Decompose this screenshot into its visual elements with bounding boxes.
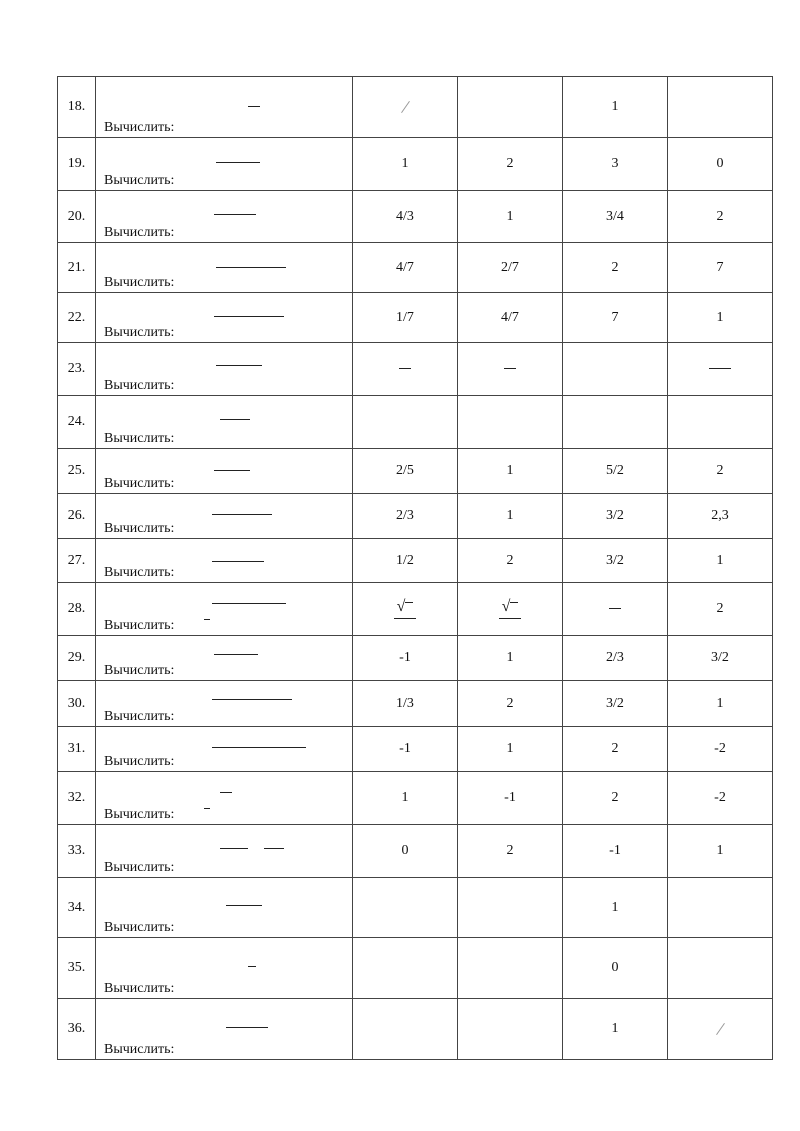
answer-value: -1 [399, 650, 411, 665]
task-label: Вычислить: [104, 565, 175, 580]
task-label: Вычислить: [104, 663, 175, 678]
answer-value: 1/2 [396, 552, 414, 568]
answer-value: -2 [714, 790, 726, 805]
answer-value: -1 [609, 843, 621, 858]
answer-option-2 [458, 77, 563, 138]
square-root-icon: √ [499, 600, 521, 619]
row-number: 27. [58, 539, 96, 583]
answer-value: 3/2 [711, 650, 729, 665]
slash-mark [401, 101, 410, 113]
row-number: 30. [58, 681, 96, 727]
answer-value: 4/7 [501, 309, 519, 325]
answer-value: -1 [399, 741, 411, 756]
table-row [58, 539, 773, 583]
table-row [58, 77, 773, 138]
answer-value: 2 [611, 741, 619, 756]
square-root-icon: √ [394, 600, 416, 619]
answer-value: 2 [716, 208, 724, 224]
fraction-bar [226, 905, 262, 906]
answer-value: 0 [716, 156, 724, 171]
answer-value: 7 [611, 309, 619, 325]
table-row [58, 396, 773, 449]
answer-option-4 [668, 772, 773, 825]
task-cell [96, 539, 353, 583]
fraction-bar [248, 966, 256, 967]
fraction-bar [248, 106, 260, 107]
table-row [58, 494, 773, 539]
row-number: 36. [58, 999, 96, 1060]
answer-option-3 [563, 727, 668, 772]
answer-value: 1 [716, 695, 724, 711]
table-row [58, 825, 773, 878]
answer-option-1 [353, 878, 458, 938]
answer-value: 1 [506, 508, 514, 523]
row-number: 26. [58, 494, 96, 539]
answer-option-3 [563, 825, 668, 878]
task-cell [96, 191, 353, 243]
row-number: 29. [58, 636, 96, 681]
fraction-bar [212, 699, 292, 700]
answer-table-body [58, 77, 773, 1060]
answer-value: 1 [506, 650, 514, 665]
answer-value: 3/2 [606, 508, 624, 523]
fraction-bar [609, 608, 621, 609]
task-label: Вычислить: [104, 476, 175, 491]
task-cell [96, 343, 353, 396]
fraction-bar [212, 561, 264, 562]
answer-value: 1/7 [396, 309, 414, 325]
answer-option-3 [563, 878, 668, 938]
fraction-bar [212, 747, 306, 748]
answer-option-1 [353, 772, 458, 825]
answer-option-1 [353, 293, 458, 343]
table-row [58, 449, 773, 494]
fraction-bar [220, 792, 232, 793]
answer-option-2 [458, 681, 563, 727]
task-label: Вычислить: [104, 225, 175, 240]
answer-option-1 [353, 938, 458, 999]
answer-option-2 [458, 138, 563, 191]
answer-option-1 [353, 825, 458, 878]
answer-option-1 [353, 539, 458, 583]
answer-option-3 [563, 681, 668, 727]
task-cell [96, 727, 353, 772]
answer-option-3 [563, 999, 668, 1060]
fraction-bar [214, 316, 284, 317]
fraction-bar [709, 368, 731, 369]
answer-option-1 [353, 636, 458, 681]
answer-option-3 [563, 138, 668, 191]
fraction-bar [399, 368, 411, 369]
answer-option-3 [563, 396, 668, 449]
answer-option-1 [353, 243, 458, 293]
row-number: 32. [58, 772, 96, 825]
row-number: 33. [58, 825, 96, 878]
answer-value: 2 [506, 695, 514, 711]
answer-option-1 [353, 396, 458, 449]
answer-option-2 [458, 449, 563, 494]
answer-option-1 [353, 138, 458, 191]
answer-option-3 [563, 938, 668, 999]
table-row [58, 878, 773, 938]
fraction-bar [220, 419, 250, 420]
answer-option-3 [563, 343, 668, 396]
answer-option-2 [458, 878, 563, 938]
answer-value: 2/3 [396, 508, 414, 523]
fraction-bar [212, 514, 272, 515]
answer-option-3 [563, 449, 668, 494]
task-label: Вычислить: [104, 920, 175, 935]
answer-option-2 [458, 343, 563, 396]
fraction-bar [504, 368, 516, 369]
task-label: Вычислить: [104, 120, 175, 135]
answer-value: 2/5 [396, 463, 414, 478]
answer-value: 2 [506, 843, 514, 858]
table-row [58, 999, 773, 1060]
answer-value: 3 [611, 156, 619, 171]
answer-value: 5/2 [606, 463, 624, 478]
answer-value: 4/7 [396, 259, 414, 275]
task-cell [96, 138, 353, 191]
answer-option-4 [668, 999, 773, 1060]
row-number: 18. [58, 77, 96, 138]
answer-option-2 [458, 494, 563, 539]
row-number: 24. [58, 396, 96, 449]
answer-value: 1 [506, 208, 514, 224]
answer-value: 2/3 [606, 650, 624, 665]
fraction-bar [216, 365, 262, 366]
row-number: 31. [58, 727, 96, 772]
answer-option-4 [668, 494, 773, 539]
answer-value: 1 [611, 99, 619, 114]
task-cell [96, 449, 353, 494]
answer-table [57, 76, 773, 1060]
answer-option-2 [458, 636, 563, 681]
answer-option-4 [668, 938, 773, 999]
task-cell [96, 77, 353, 138]
answer-value: 0 [401, 843, 409, 858]
fraction-bar [216, 267, 286, 268]
answer-option-4 [668, 539, 773, 583]
answer-option-2 [458, 191, 563, 243]
answer-option-2 [458, 539, 563, 583]
answer-value: 2 [716, 463, 724, 478]
task-label: Вычислить: [104, 521, 175, 536]
row-number: 22. [58, 293, 96, 343]
answer-value: 7 [716, 259, 724, 275]
task-cell [96, 681, 353, 727]
answer-value: 1 [716, 552, 724, 568]
table-row [58, 138, 773, 191]
answer-option-2 [458, 727, 563, 772]
answer-option-3 [563, 494, 668, 539]
answer-option-2 [458, 999, 563, 1060]
table-row [58, 681, 773, 727]
answer-option-3 [563, 243, 668, 293]
answer-option-1 [353, 77, 458, 138]
answer-value: 1/3 [396, 695, 414, 711]
answer-option-4 [668, 243, 773, 293]
answer-option-4 [668, 293, 773, 343]
task-label: Вычислить: [104, 173, 175, 188]
task-cell [96, 636, 353, 681]
answer-value: 2 [611, 790, 619, 805]
answer-option-4 [668, 396, 773, 449]
task-cell [96, 825, 353, 878]
task-label: Вычислить: [104, 378, 175, 393]
task-cell [96, 999, 353, 1060]
answer-option-2 [458, 243, 563, 293]
fraction-bar [214, 470, 250, 471]
answer-option-3 [563, 293, 668, 343]
task-label: Вычислить: [104, 1042, 175, 1057]
answer-value: 2,3 [711, 508, 729, 523]
fraction-bar [226, 1027, 268, 1028]
answer-value: -2 [714, 741, 726, 756]
answer-option-4 [668, 343, 773, 396]
answer-value: 1 [506, 741, 514, 756]
row-number: 23. [58, 343, 96, 396]
task-label: Вычислить: [104, 807, 175, 822]
task-label: Вычислить: [104, 860, 175, 875]
answer-option-4 [668, 138, 773, 191]
task-cell [96, 772, 353, 825]
row-number: 21. [58, 243, 96, 293]
answer-option-2 [458, 583, 563, 636]
task-cell [96, 243, 353, 293]
row-number: 20. [58, 191, 96, 243]
answer-option-2 [458, 772, 563, 825]
answer-option-1 [353, 681, 458, 727]
answer-option-2 [458, 293, 563, 343]
table-row [58, 583, 773, 636]
answer-value: 2/7 [501, 259, 519, 275]
fraction-bar [214, 214, 256, 215]
table-row [58, 191, 773, 243]
answer-value: 1 [611, 1021, 619, 1036]
answer-option-1 [353, 449, 458, 494]
task-label: Вычислить: [104, 754, 175, 769]
answer-option-1 [353, 727, 458, 772]
task-cell [96, 938, 353, 999]
task-label: Вычислить: [104, 618, 175, 633]
row-number: 19. [58, 138, 96, 191]
answer-value: 0 [611, 960, 619, 975]
task-label: Вычислить: [104, 431, 175, 446]
table-row [58, 938, 773, 999]
answer-value: 2 [611, 259, 619, 275]
answer-option-4 [668, 449, 773, 494]
answer-value: 2 [716, 601, 724, 616]
answer-option-2 [458, 825, 563, 878]
answer-option-4 [668, 636, 773, 681]
answer-value: 1 [506, 463, 514, 478]
task-cell [96, 494, 353, 539]
answer-value: -1 [504, 790, 516, 805]
slash-mark [716, 1023, 725, 1035]
answer-value: 1 [401, 790, 409, 805]
task-cell [96, 396, 353, 449]
fraction-bar [204, 619, 210, 620]
answer-value: 3/2 [606, 552, 624, 568]
answer-option-3 [563, 539, 668, 583]
answer-option-4 [668, 583, 773, 636]
answer-value: 1 [611, 899, 619, 915]
answer-value: 3/4 [606, 208, 624, 224]
answer-option-3 [563, 191, 668, 243]
answer-value: 3/2 [606, 695, 624, 711]
answer-value: 1 [401, 156, 409, 171]
answer-value: 4/3 [396, 208, 414, 224]
task-label: Вычислить: [104, 275, 175, 290]
task-cell [96, 878, 353, 938]
table-row [58, 636, 773, 681]
row-number: 34. [58, 878, 96, 938]
task-label: Вычислить: [104, 325, 175, 340]
answer-value: 1 [716, 843, 724, 858]
answer-option-3 [563, 77, 668, 138]
answer-option-1 [353, 583, 458, 636]
row-number: 25. [58, 449, 96, 494]
task-label: Вычислить: [104, 981, 175, 996]
row-number: 28. [58, 583, 96, 636]
answer-option-3 [563, 772, 668, 825]
answer-option-1 [353, 494, 458, 539]
answer-option-1 [353, 999, 458, 1060]
answer-value: 2 [506, 552, 514, 568]
answer-option-4 [668, 77, 773, 138]
answer-option-4 [668, 878, 773, 938]
table-row [58, 343, 773, 396]
table-row [58, 293, 773, 343]
table-row [58, 243, 773, 293]
fraction-bar [220, 848, 248, 849]
answer-option-1 [353, 191, 458, 243]
fraction-bar [212, 603, 286, 604]
answer-value: 1 [716, 309, 724, 325]
fraction-bar [264, 848, 284, 849]
answer-option-4 [668, 191, 773, 243]
answer-option-4 [668, 727, 773, 772]
answer-option-3 [563, 583, 668, 636]
row-number: 35. [58, 938, 96, 999]
fraction-bar [214, 654, 258, 655]
answer-option-2 [458, 938, 563, 999]
answer-option-2 [458, 396, 563, 449]
fraction-bar [204, 808, 210, 809]
table-row [58, 727, 773, 772]
task-label: Вычислить: [104, 709, 175, 724]
task-cell [96, 293, 353, 343]
answer-option-4 [668, 825, 773, 878]
answer-value: 2 [506, 156, 514, 171]
fraction-bar [216, 162, 260, 163]
task-cell [96, 583, 353, 636]
answer-option-1 [353, 343, 458, 396]
answer-option-4 [668, 681, 773, 727]
answer-option-3 [563, 636, 668, 681]
table-row [58, 772, 773, 825]
